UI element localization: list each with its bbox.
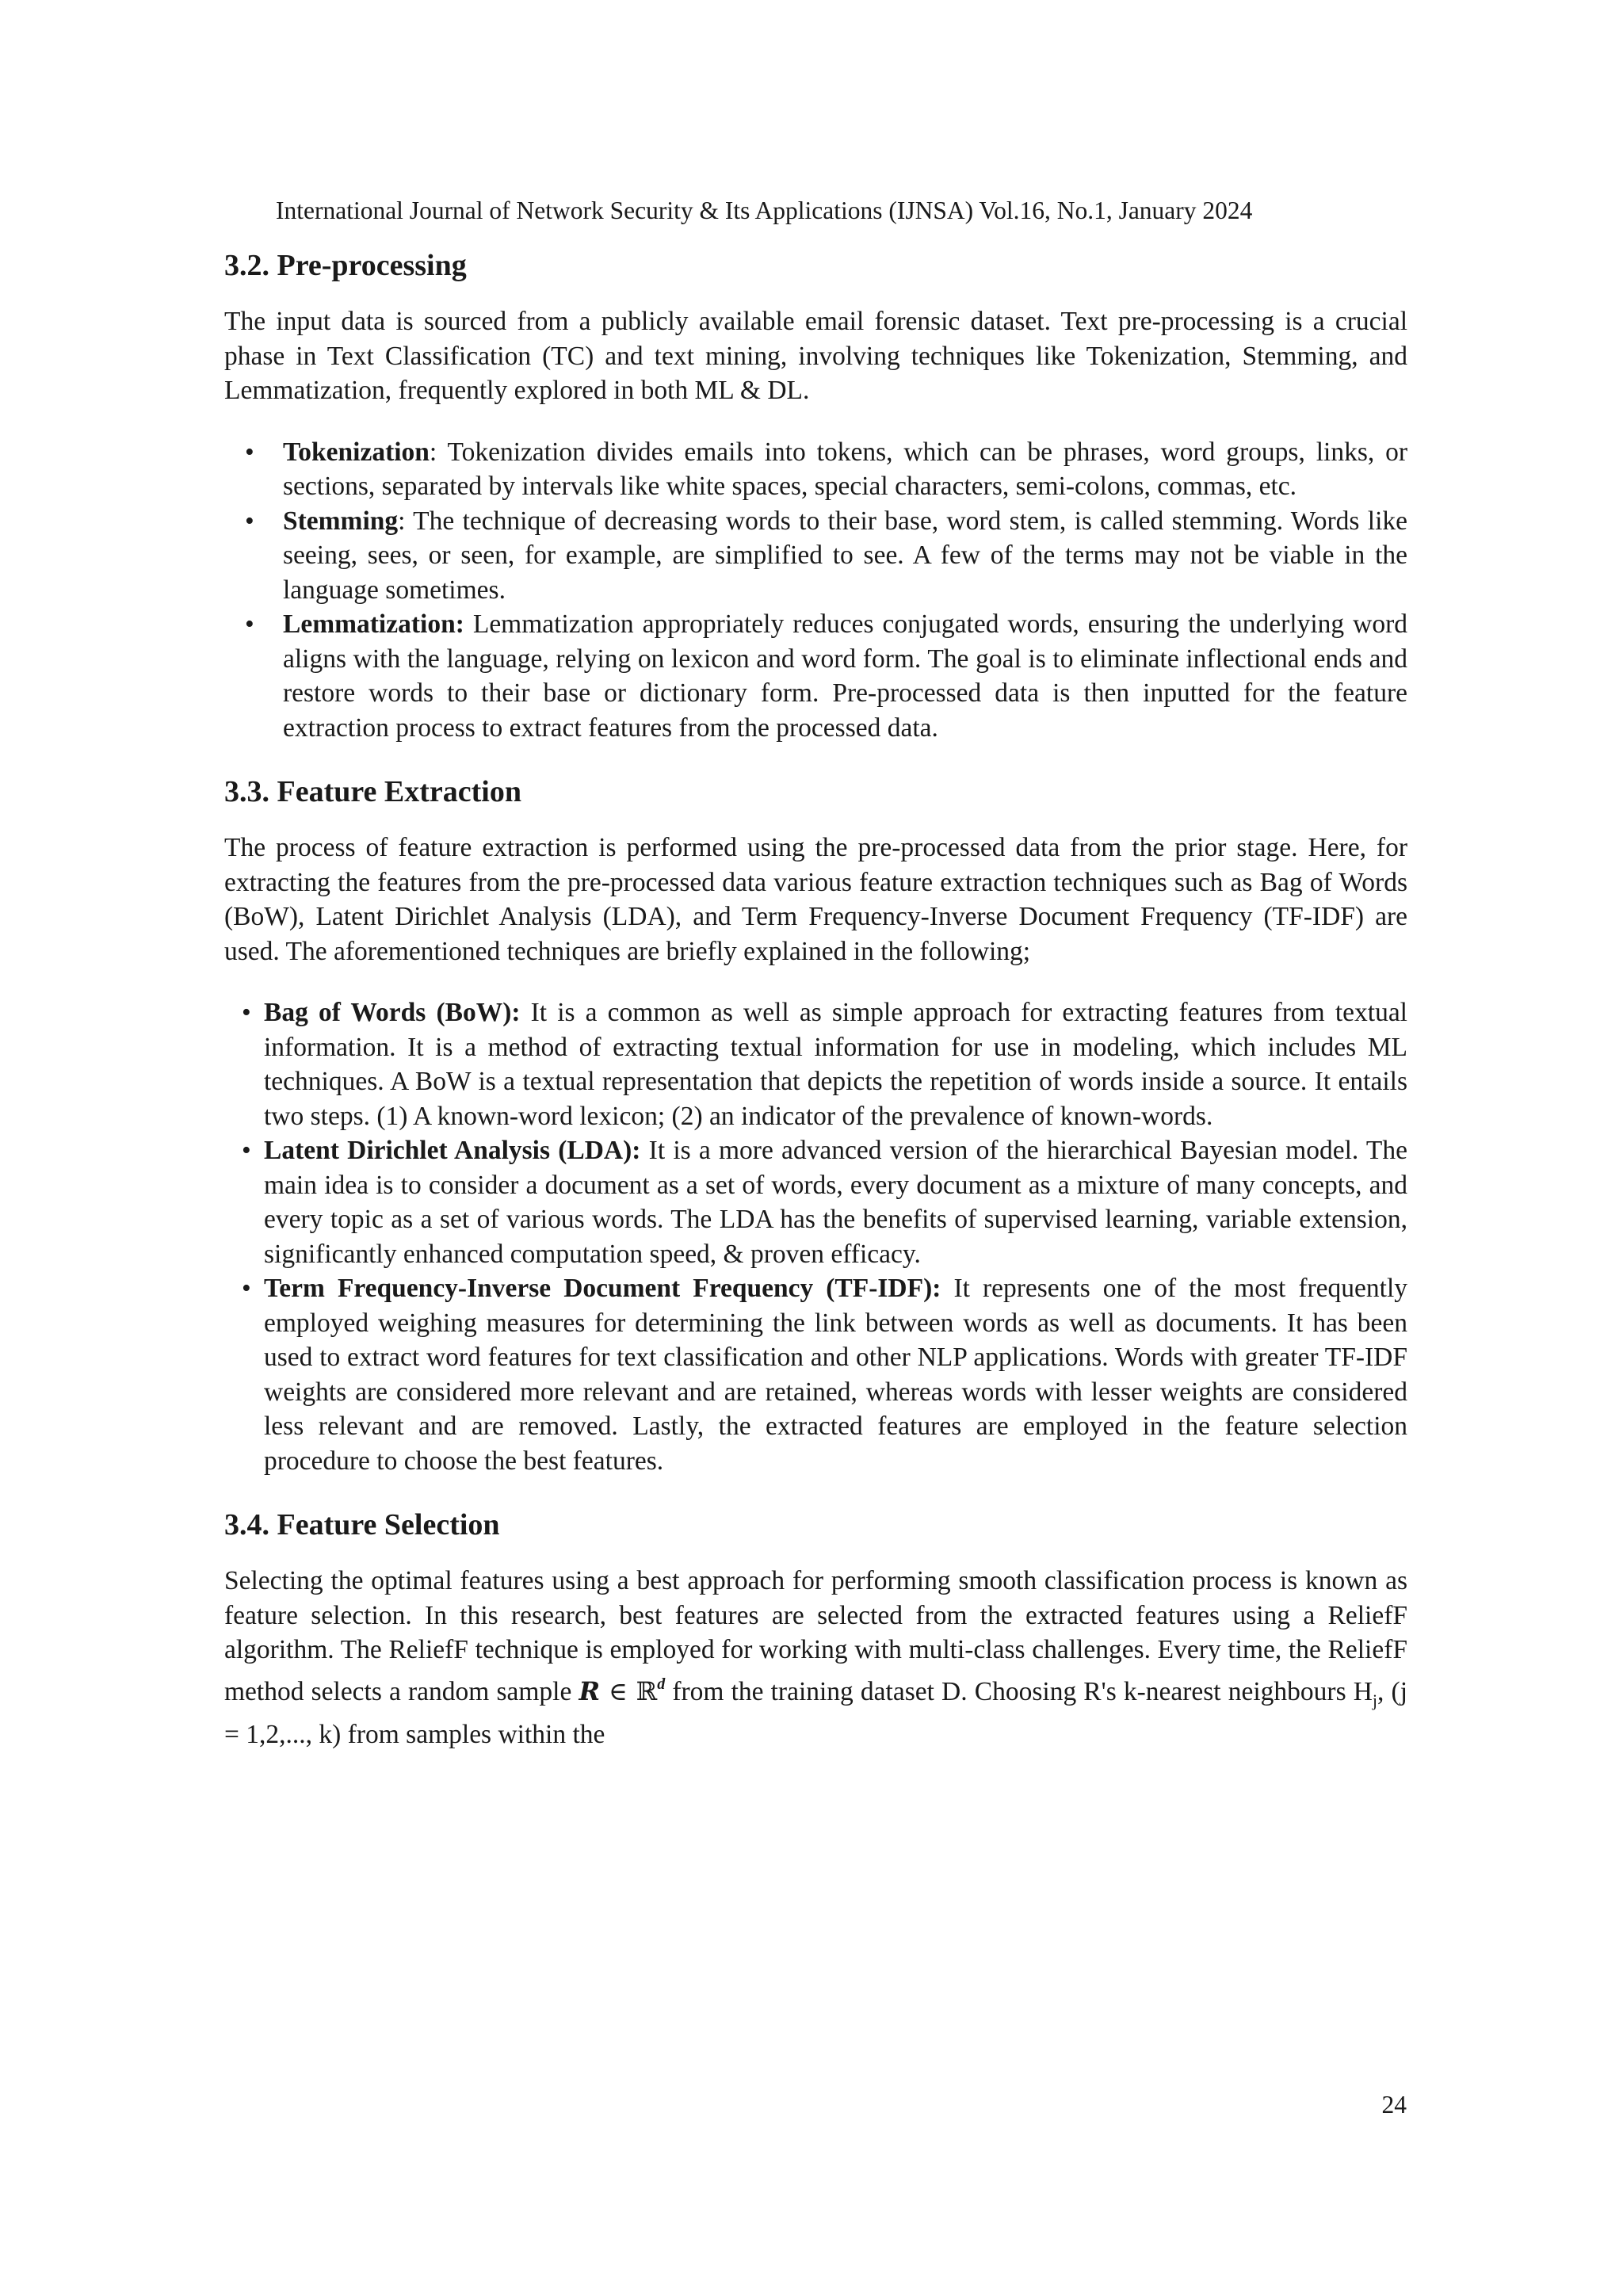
bullet-icon: • [245, 609, 254, 639]
term-description: : The technique of decreasing words to their base, word stem, is called stemming. Words like seeing, sees, or seen, for example, are simplified to see. A few of the terms may not be viable in the language sometimes. [283, 506, 1407, 605]
bullet-icon: • [242, 998, 251, 1027]
page-number: 24 [1381, 2091, 1407, 2118]
paragraph-text: from the training dataset D. Choosing R's k-nearest neighbours H [665, 1676, 1373, 1706]
feature-extraction-paragraph: The process of feature extraction is performed using the pre-processed data from the prior stage. Here, for extracting the features from the pre-processed data various feature extraction techniques such as Bag of Words (BoW), Latent Dirichlet Analysis (LDA), and Term Frequency-Inverse Document Frequency (TF-IDF) are used. The aforementioned techniques are briefly explained in the following; [224, 833, 1407, 966]
list-item-lemmatization [224, 607, 1407, 745]
bullet-icon: • [242, 1274, 251, 1303]
list-item-bow [224, 995, 1407, 1133]
list-item-stemming [224, 504, 1407, 608]
running-header: International Journal of Network Security & Its Applications (IJNSA) Vol.16, No.1, January 2024 [276, 197, 1253, 224]
paragraph-text: Selecting the optimal features using a best approach for performing smooth classification process is known as feature selection. In this research, best features are selected from the extracted features using a ReliefF algorithm. The ReliefF technique is employed for working with multi-class challenges. Every time, the ReliefF method selects a random sample [224, 1566, 1407, 1706]
term-label: Tokenization [283, 437, 430, 467]
term-label: Term Frequency-Inverse Document Frequency (TF-IDF): [264, 1274, 941, 1303]
bullet-icon: • [242, 1136, 251, 1165]
term-description: Lemmatization appropriately reduces conjugated words, ensuring the underlying word aligns with the language, relying on lexicon and word form. The goal is to eliminate inflectional ends and restore words to their base or dictionary form. Pre-processed data is then inputted for the feature extraction process to extract features from the processed data. [283, 609, 1407, 743]
math-superscript-d: d [657, 1675, 666, 1693]
term-label: Latent Dirichlet Analysis (LDA): [264, 1136, 641, 1165]
subscript-j: j [1372, 1690, 1378, 1710]
math-element-of: ∈ [600, 1675, 636, 1706]
bullet-icon: • [245, 437, 254, 467]
list-item-lda [224, 1133, 1407, 1271]
math-real-set: ℝ [636, 1675, 658, 1706]
feature-selection-paragraph [224, 1564, 1407, 1752]
term-label: Lemmatization: [283, 609, 464, 639]
paragraph-text: , (j = 1,2,..., k) from samples within the [224, 1676, 1408, 1749]
page-body [224, 246, 1407, 1752]
list-item-tfidf [224, 1271, 1407, 1478]
preprocessing-paragraph: The input data is sourced from a publicly available email forensic dataset. Text pre-processing is a crucial phase in Text Classification (TC) and text mining, involving techniques like Tokenization, Stemming, and Lemmatization, frequently explored in both ML & DL. [224, 307, 1407, 405]
bullet-icon: • [245, 506, 254, 536]
term-label: Stemming [283, 506, 399, 536]
preprocessing-list [224, 435, 1407, 746]
section-heading-preprocessing: 3.2. Pre-processing [224, 249, 467, 282]
term-description: : Tokenization divides emails into tokens, which can be phrases, word groups, links, or sections, separated by intervals like white spaces, special characters, semi-colons, commas, etc. [283, 437, 1407, 501]
math-variable-r: R [579, 1675, 601, 1706]
list-item-tokenization [224, 435, 1407, 504]
section-heading-feature-selection: 3.4. Feature Selection [224, 1508, 500, 1541]
term-description: It is a common as well as simple approach for extracting features from textual information. It is a method of extracting textual information for use in modeling, which includes ML techniques. A BoW is a textual representation that depicts the repetition of words inside a source. It entails two steps. (1) A known-word lexicon; (2) an indicator of the prevalence of known-words. [264, 998, 1407, 1131]
feature-extraction-list [224, 995, 1407, 1478]
term-description: It is a more advanced version of the hierarchical Bayesian model. The main idea is to consider a document as a set of words, every document as a mixture of many concepts, and every topic as a set of various words. The LDA has the benefits of supervised learning, variable extension, significantly enhanced computation speed, & proven efficacy. [264, 1136, 1407, 1269]
term-label: Bag of Words (BoW): [264, 998, 521, 1027]
section-heading-feature-extraction: 3.3. Feature Extraction [224, 775, 521, 808]
term-description: It represents one of the most frequently employed weighing measures for determining the link between words as well as documents. It has been used to extract word features for text classification and other NLP applications. Words with greater TF-IDF weights are considered more relevant and are retained, whereas words with lesser weights are considered less relevant and are removed. Lastly, the extracted features are employed in the feature selection procedure to choose the best features. [264, 1274, 1408, 1476]
